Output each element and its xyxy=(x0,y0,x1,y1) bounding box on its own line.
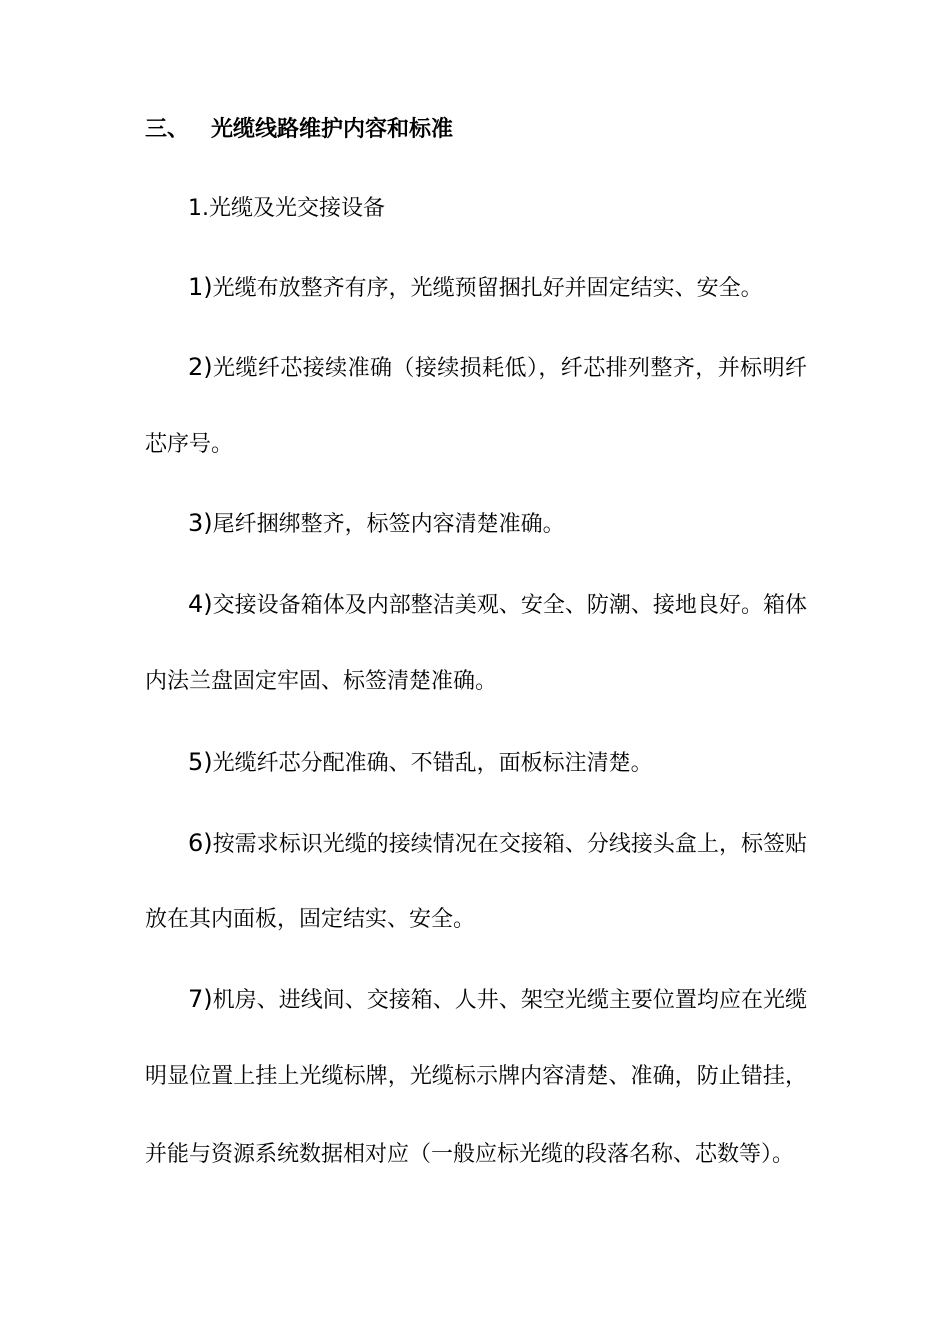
item-marker: 1) xyxy=(188,273,213,301)
item-text: 按需求标识光缆的接续情况在交接箱、分线接头盒上，标签贴 xyxy=(212,832,807,857)
item-text: 尾纤捆绑整齐，标签内容清楚准确。 xyxy=(212,512,565,537)
item-marker: 2) xyxy=(188,353,213,381)
list-item-5 xyxy=(188,747,858,779)
subsection-heading: 1.光缆及光交接设备 xyxy=(188,196,385,221)
list-item-1 xyxy=(188,272,858,304)
section-heading xyxy=(145,115,815,145)
list-item-3 xyxy=(188,508,858,540)
item-text: 交接设备箱体及内部整洁美观、安全、防潮、接地良好。箱体 xyxy=(212,593,807,618)
list-item-6 xyxy=(188,828,807,860)
list-item-2 xyxy=(188,352,807,384)
item-text: 光缆纤芯分配准确、不错乱，面板标注清楚。 xyxy=(212,751,653,776)
item-text: 机房、进线间、交接箱、人井、架空光缆主要位置均应在光缆 xyxy=(212,988,807,1013)
item-marker: 4) xyxy=(188,590,213,618)
list-item-2-continuation: 芯序号。 xyxy=(145,432,234,457)
list-item-7-continuation-2: 并能与资源系统数据相对应（一般应标光缆的段落名称、芯数等）。 xyxy=(145,1142,795,1167)
list-item-7-continuation-1: 明显位置上挂上光缆标牌，光缆标示牌内容清楚、准确，防止错挂， xyxy=(145,1064,807,1089)
item-marker: 3) xyxy=(188,509,213,537)
section-number: 三、 xyxy=(145,117,190,142)
item-marker: 5) xyxy=(188,748,213,776)
item-text: 光缆纤芯接续准确（接续损耗低），纤芯排列整齐，并标明纤 xyxy=(212,356,807,381)
list-item-6-continuation: 放在其内面板，固定结实、安全。 xyxy=(145,907,476,932)
list-item-4 xyxy=(188,589,807,621)
item-marker: 7) xyxy=(188,985,213,1013)
item-text: 光缆布放整齐有序，光缆预留捆扎好并固定结实、安全。 xyxy=(212,276,763,301)
item-marker: 6) xyxy=(188,829,213,857)
list-item-7 xyxy=(188,984,807,1016)
list-item-4-continuation: 内法兰盘固定牢固、标签清楚准确。 xyxy=(145,669,498,694)
section-title: 光缆线路维护内容和标准 xyxy=(211,117,454,142)
